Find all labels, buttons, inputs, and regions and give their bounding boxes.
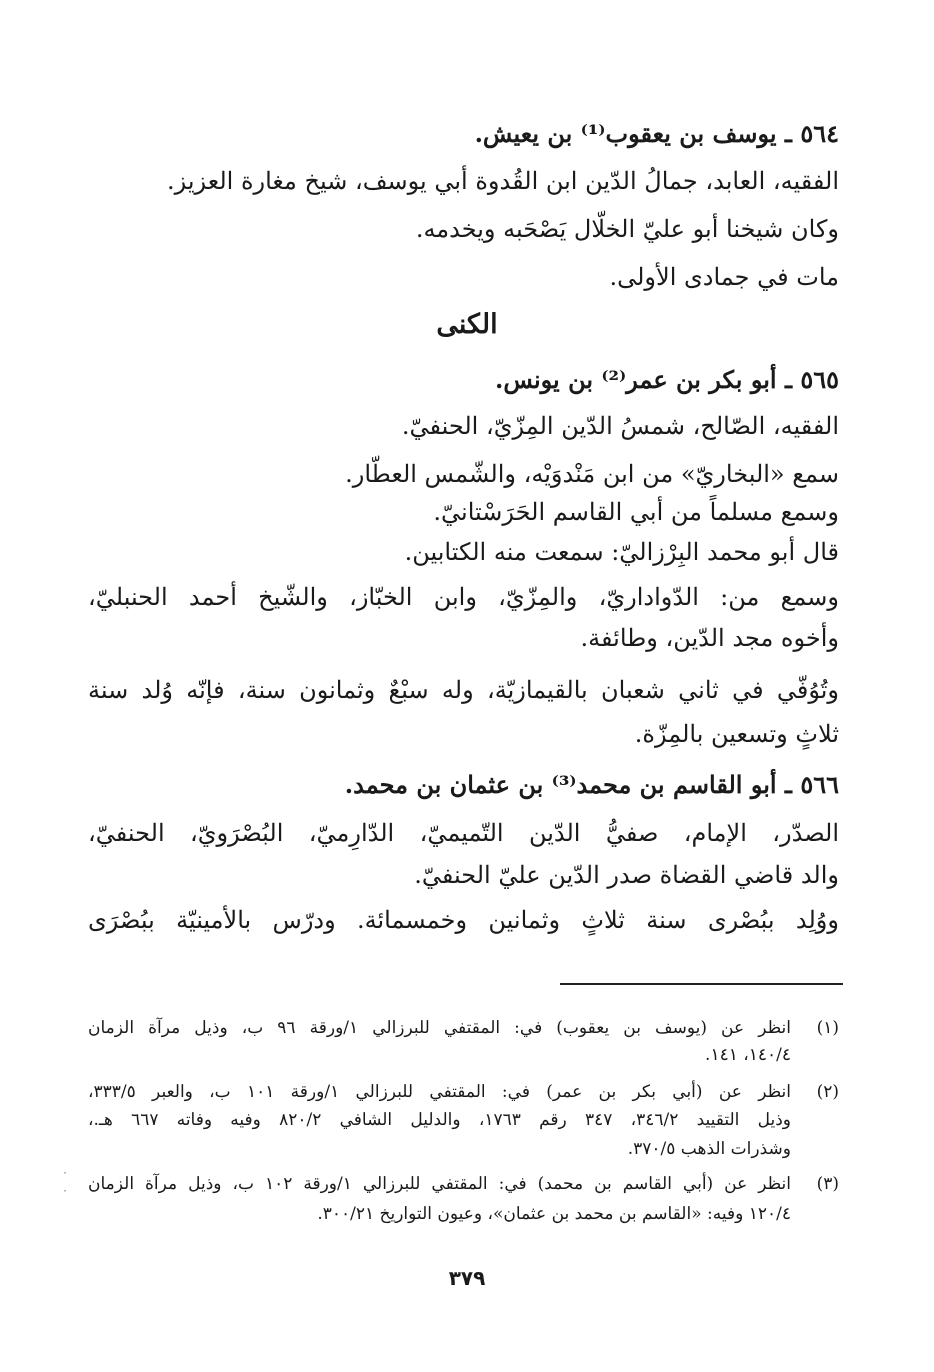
section-title: الكنى — [436, 309, 498, 340]
footnote-text: ١٤٠/٤، ١٤١. — [705, 1045, 791, 1065]
entry-line: ثلاثٍ وتسعين بالمِزّة. — [634, 720, 839, 748]
footnote-separator — [560, 983, 843, 985]
entry-line: والد قاضي القضاة صدر الدّين عليّ الحنفيّ. — [414, 861, 839, 889]
page-number: ٣٧٩ — [448, 1266, 486, 1290]
entry-line: وسمع مسلماً من أبي القاسم الحَرَسْتانيّ. — [433, 498, 839, 526]
entry-heading-566: ٥٦٦ ـ أبو القاسم بن محمد⁽³⁾ بن عثمان بن محمد. — [344, 770, 839, 799]
footnote-text: وشذرات الذهب ٣٧٠/٥. — [627, 1139, 791, 1159]
footnote-3-line-2 — [88, 1202, 839, 1226]
footnote-3-line-1 — [88, 1172, 839, 1196]
footnote-text: ١٢٠/٤ وفيه: «القاسم بن محمد بن عثمان»، وعيون التواريخ ٣٠٠/٢١. — [317, 1204, 791, 1224]
entry-line: قال أبو محمد البِرْزاليّ: سمعت منه الكتابين. — [404, 538, 839, 566]
footnote-1-line-2 — [88, 1043, 839, 1067]
footnote-2-line-2 — [88, 1108, 839, 1132]
entry-heading-564: ٥٦٤ ـ يوسف بن يعقوب⁽¹⁾ بن يعيش. — [474, 119, 839, 148]
entry-line: وأخوه مجد الدّين، وطائفة. — [580, 624, 839, 652]
margin-mark: · — [63, 1166, 67, 1180]
entry-line: مات في جمادى الأولى. — [609, 263, 839, 291]
entry-line: الفقيه، العابد، جمالُ الدّين ابن القُدوة أبي يوسف، شيخ مغارة العزيز. — [166, 167, 839, 195]
entry-line: وتُوُفّي في ثاني شعبان بالقيمازيّة، وله سبْعٌ وثمانون سنة، فإنّه وُلد سنة — [88, 676, 839, 704]
footnote-2-line-3 — [88, 1137, 839, 1161]
footnote-1-line-1 — [88, 1016, 839, 1040]
footnote-2-line-1 — [88, 1080, 839, 1104]
entry-line: وسمع من: الدّواداريّ، والمِزّيّ، وابن الخبّاز، والشّيخ أحمد الحنبليّ، — [88, 583, 839, 611]
entry-line: وكان شيخنا أبو عليّ الخلّال يَصْحَبه ويخدمه. — [415, 215, 839, 243]
footnote-number: (٢) — [816, 1082, 839, 1102]
footnote-text: انظر عن (أبي بكر بن عمر) في: المقتفي للبرزالي ١/ورقة ١٠١ ب، والعبر ٣٣٣/٥، — [88, 1082, 791, 1102]
footnote-number: (٣) — [816, 1174, 839, 1194]
entry-line: سمع «البخاريّ» من ابن مَنْدوَيْه، والشّمس العطّار. — [345, 460, 839, 488]
entry-line: الصدّر، الإمام، صفيُّ الدّين التّميميّ، الدّارِميّ، البُصْرَويّ، الحنفيّ، — [88, 819, 839, 847]
margin-mark: · — [63, 1184, 67, 1198]
entry-heading-565: ٥٦٥ ـ أبو بكر بن عمر⁽²⁾ بن يونس. — [495, 365, 839, 394]
footnote-number: (١) — [816, 1018, 839, 1038]
entry-line: الفقيه، الصّالح، شمسُ الدّين المِزّيّ، الحنفيّ. — [401, 412, 839, 440]
footnote-text: وذيل التقييد ٣٤٦/٢، ٣٤٧ رقم ١٧٦٣، والدليل الشافي ٨٢٠/٢ وفيه وفاته ٦٦٧ هـ.، — [88, 1110, 791, 1130]
entry-line: ووُلِد ببُصْرى سنة ثلاثٍ وثمانين وخمسمائة. ودرّس بالأمينيّة ببُصْرَى — [88, 906, 839, 934]
footnote-text: انظر عن (يوسف بن يعقوب) في: المقتفي للبرزالي ١/ورقة ٩٦ ب، وذيل مرآة الزمان — [88, 1018, 791, 1038]
footnote-text: انظر عن (أبي القاسم بن محمد) في: المقتفي للبرزالي ١/ورقة ١٠٢ ب، وذيل مرآة الزمان — [88, 1174, 792, 1194]
